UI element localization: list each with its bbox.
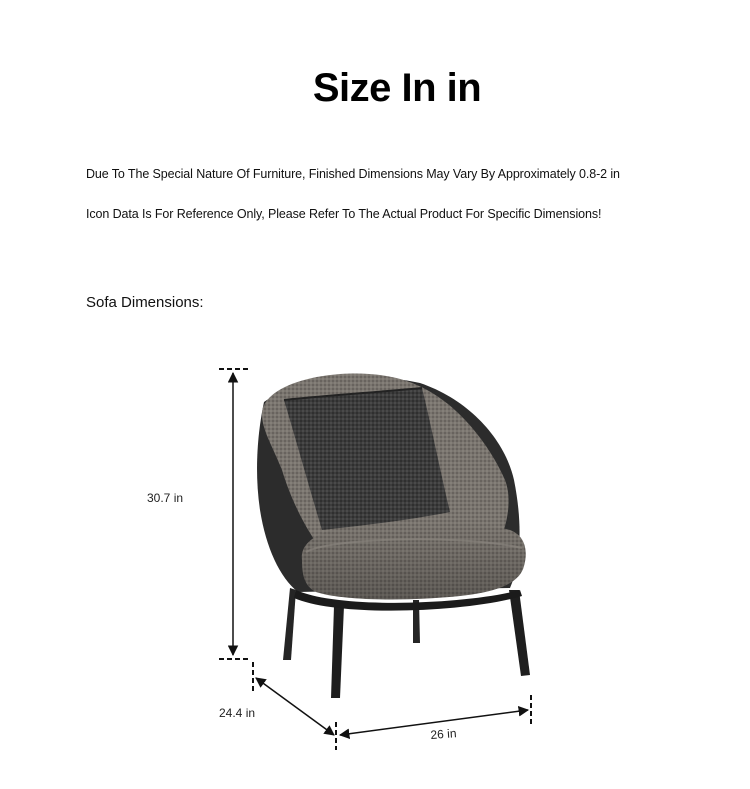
height-label: 30.7 in: [147, 491, 184, 505]
page-title: Size In in: [312, 66, 482, 110]
section-title: Sofa Dimensions:: [86, 294, 204, 311]
armchair-illustration: [257, 374, 530, 698]
front-right-leg: [509, 590, 530, 676]
depth-arrow: [256, 678, 334, 735]
depth-label: 24.4 in: [219, 706, 256, 720]
reference-note: Icon Data Is For Reference Only, Please Refer To The Actual Product For Specific Dimensions!: [86, 207, 602, 221]
variance-note: Due To The Special Nature Of Furniture, Finished Dimensions May Vary By Approximately 0.8-2 in: [86, 167, 620, 181]
back-left-leg: [283, 588, 296, 660]
width-label: 26 in: [430, 726, 457, 742]
height-dimension: [219, 369, 248, 659]
front-left-leg: [331, 606, 344, 698]
depth-dimension: [253, 662, 336, 750]
